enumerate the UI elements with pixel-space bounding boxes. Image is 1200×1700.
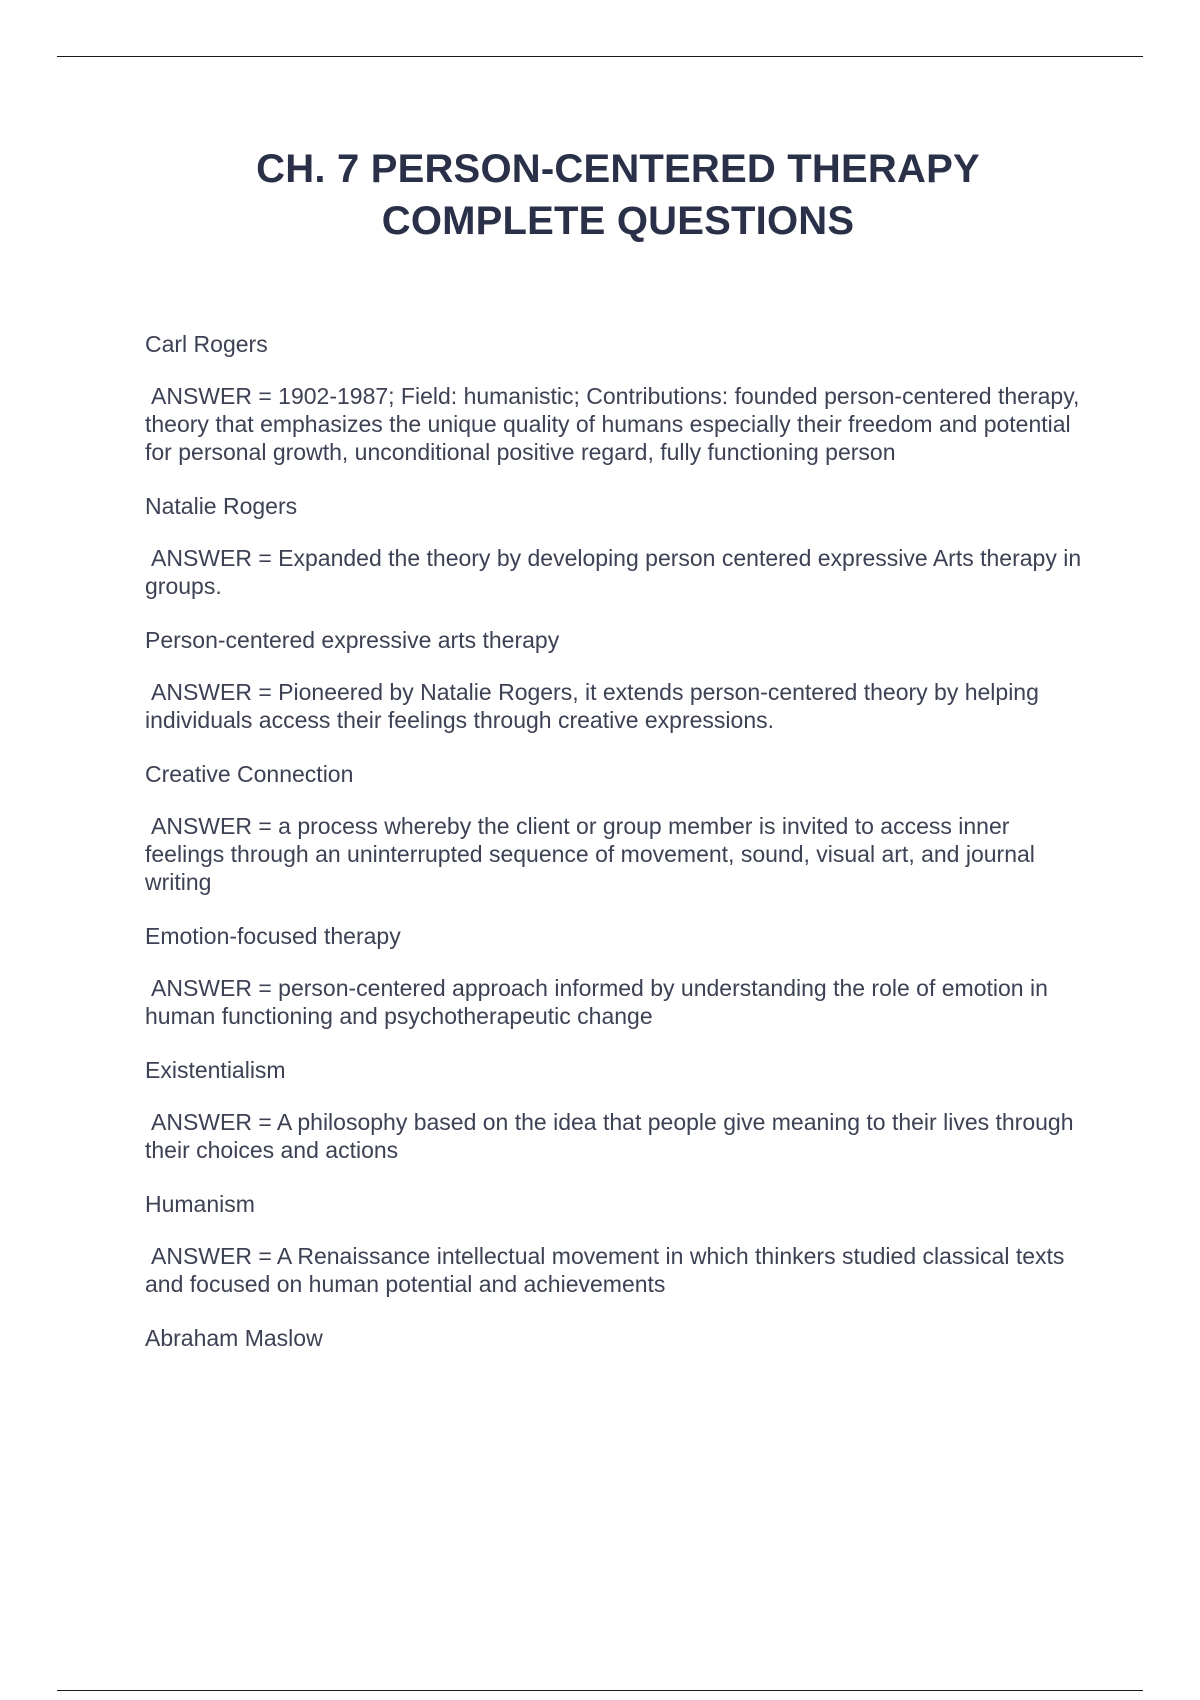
answer-text	[145, 812, 1095, 896]
qa-list	[145, 330, 1095, 1376]
question-term: Emotion-focused therapy	[145, 923, 401, 949]
answer-text	[145, 974, 1095, 1030]
question-term: Natalie Rogers	[145, 493, 298, 519]
question-term: Carl Rogers	[145, 331, 268, 357]
title-line-2: COMPLETE QUESTIONS	[381, 199, 855, 243]
answer-text	[145, 544, 1095, 600]
answer-body: ANSWER = Pioneered by Natalie Rogers, it extends person-centered theory by helping individuals access their feelings through creative expressions.	[145, 679, 1039, 733]
answer-text	[145, 1242, 1095, 1298]
answer-text	[145, 678, 1095, 734]
question-term: Humanism	[145, 1191, 255, 1217]
answer-body: ANSWER = Expanded the theory by developing person centered expressive Arts therapy in groups.	[145, 545, 1082, 599]
answer-body: ANSWER = person-centered approach informed by understanding the role of emotion in human functioning and psychotherapeutic change	[145, 975, 1048, 1029]
question-term: Abraham Maslow	[145, 1325, 323, 1351]
answer-body: ANSWER = A philosophy based on the idea that people give meaning to their lives through their choices and actions	[145, 1109, 1074, 1163]
answer-body: ANSWER = 1902-1987; Field: humanistic; Contributions: founded person-centered therapy, theory that emphasizes the unique quality of humans especially their freedom and potential for personal growth, unconditional positive regard, fully functioning person	[145, 383, 1080, 465]
title-line-1: CH. 7 PERSON-CENTERED THERAPY	[256, 147, 980, 191]
top-rule	[57, 56, 1143, 57]
answer-text	[145, 382, 1095, 466]
answer-body: ANSWER = a process whereby the client or group member is invited to access inner feelings through an uninterrupted sequence of movement, sound, visual art, and journal writing	[145, 813, 1035, 895]
question-term: Existentialism	[145, 1057, 286, 1083]
answer-text	[145, 1108, 1095, 1164]
question-term: Creative Connection	[145, 761, 354, 787]
bottom-rule	[57, 1690, 1143, 1691]
question-term: Person-centered expressive arts therapy	[145, 627, 560, 653]
answer-body: ANSWER = A Renaissance intellectual movement in which thinkers studied classical texts and focused on human potential and achievements	[145, 1243, 1065, 1297]
page-title	[0, 143, 1200, 247]
